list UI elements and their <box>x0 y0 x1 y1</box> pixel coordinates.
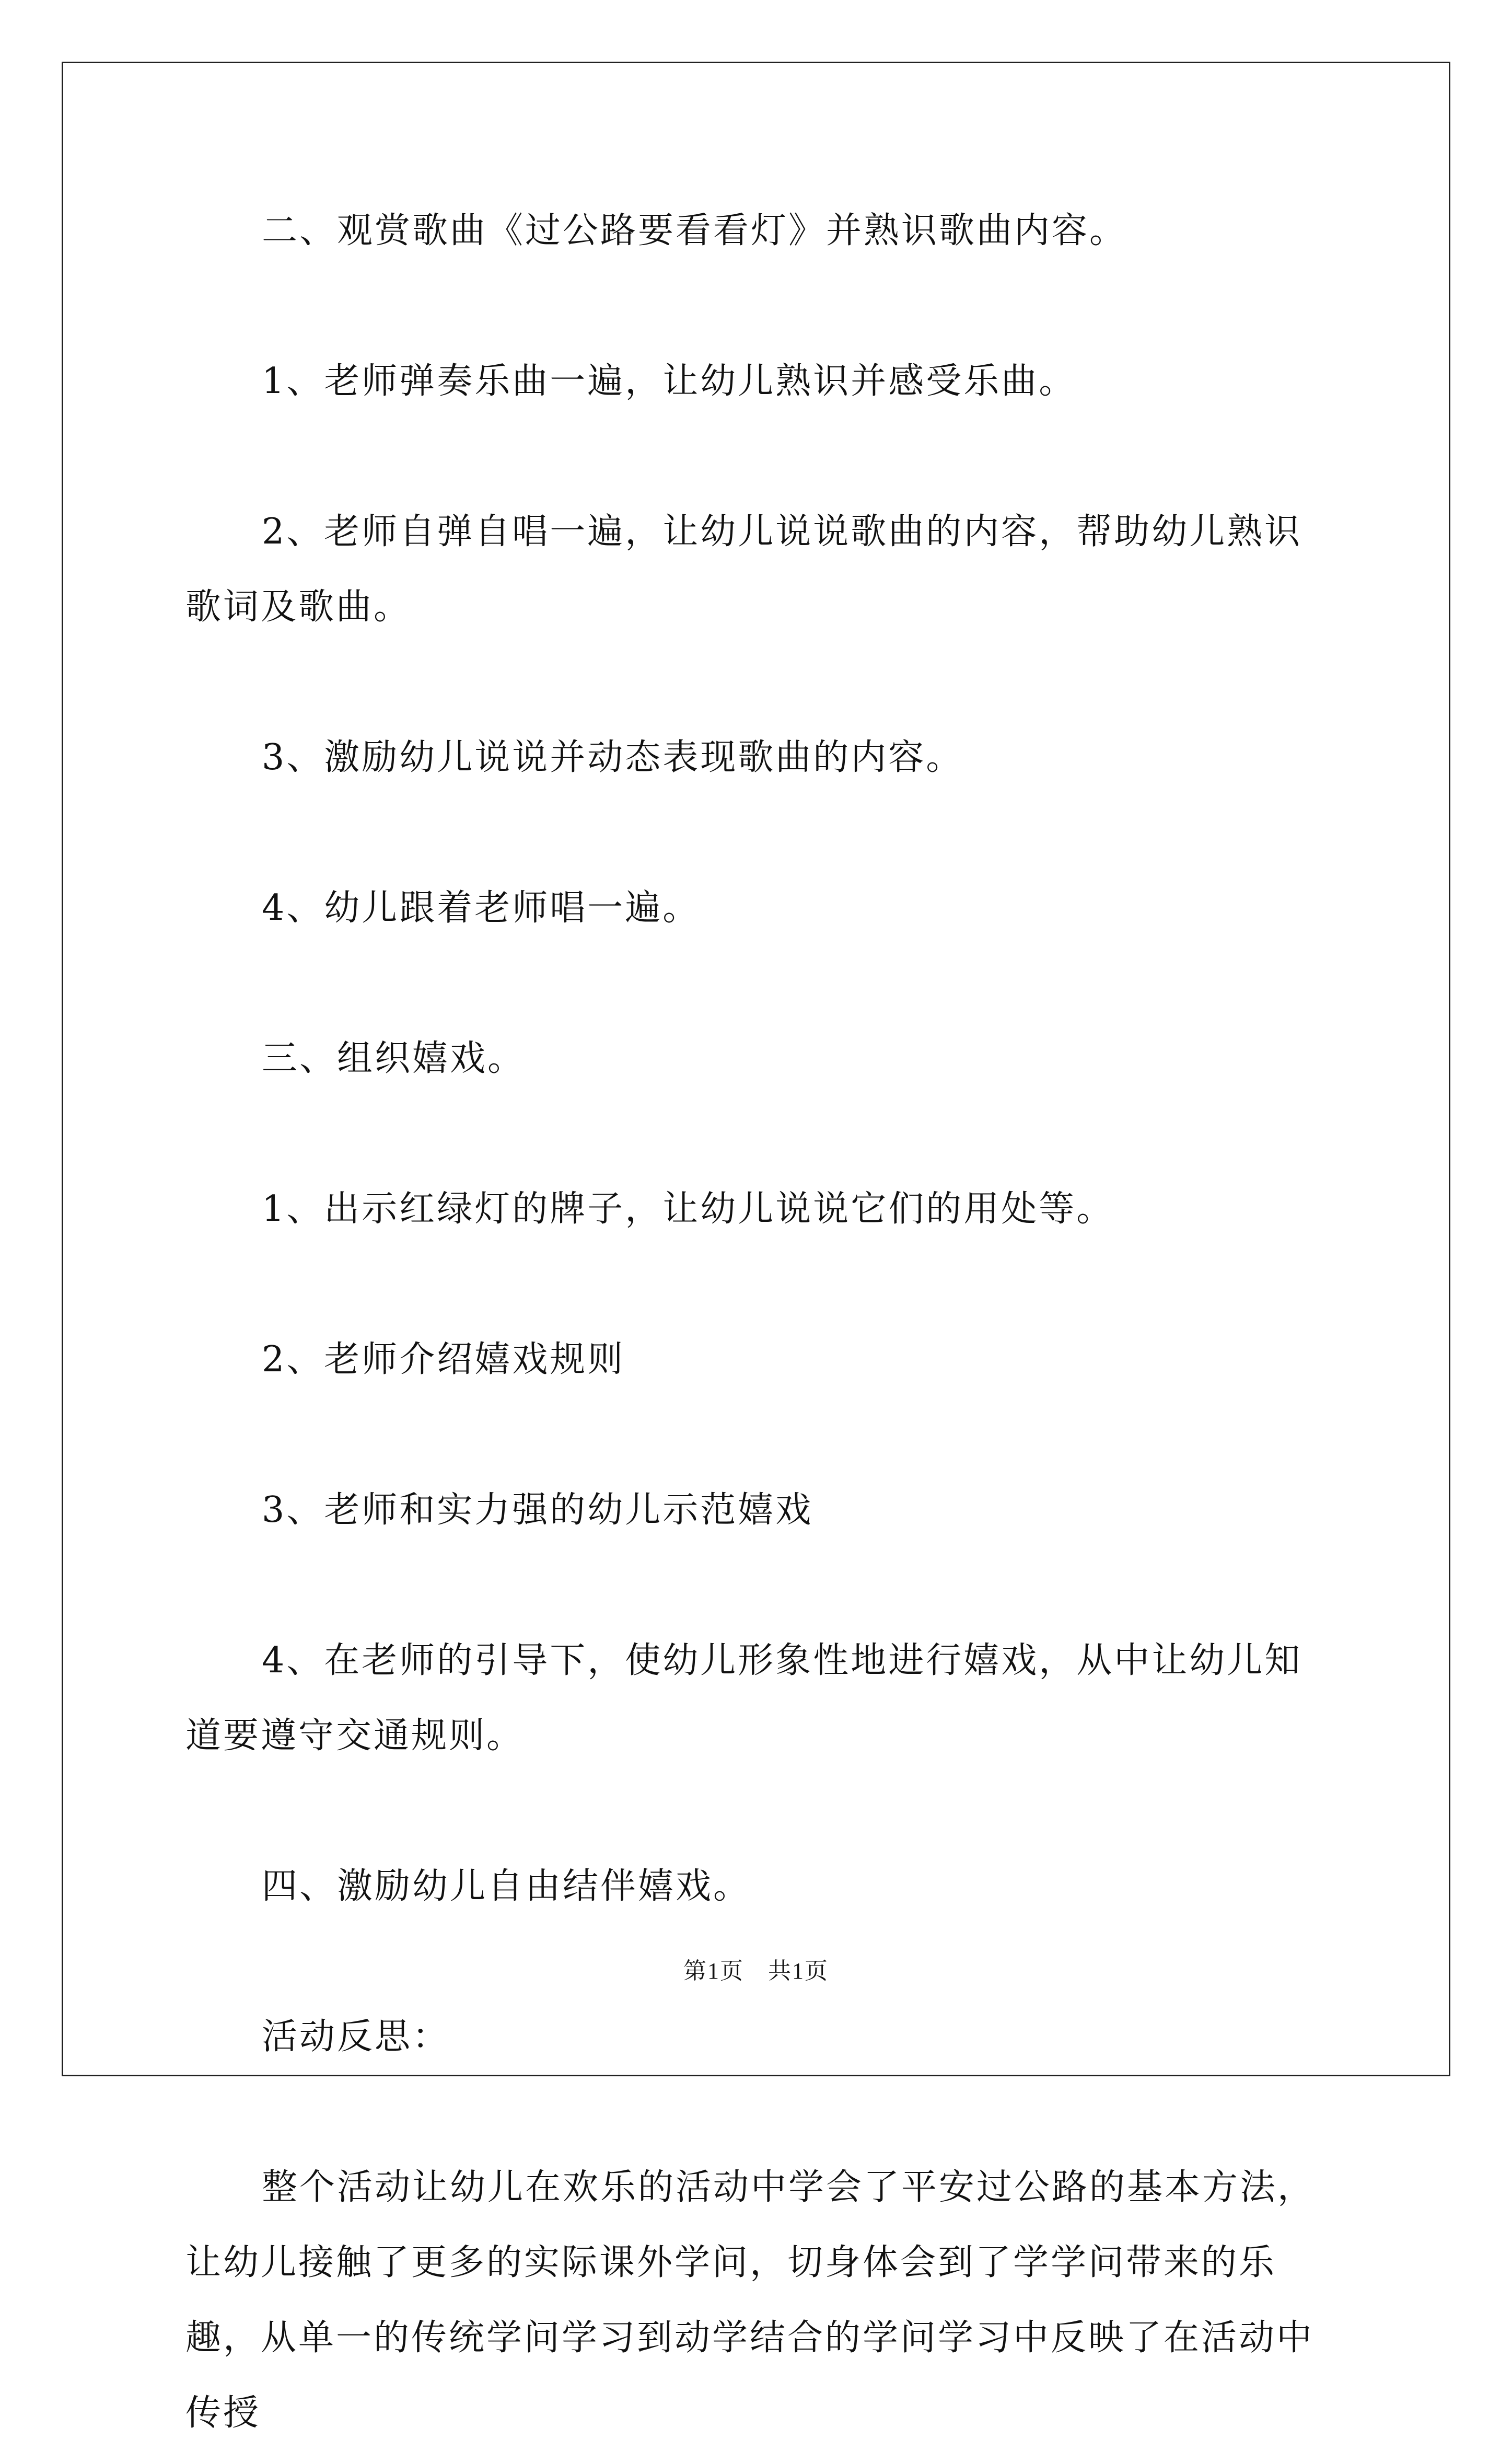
paragraph: 2、老师介绍嬉戏规则 <box>262 1339 625 1380</box>
page-total: 共1页 <box>768 1958 829 1984</box>
paragraph: 三、组织嬉戏。 <box>262 1038 526 1079</box>
paragraph: 3、老师和实力强的幼儿示范嬉戏 <box>262 1489 813 1531</box>
page-footer <box>0 1952 1512 1985</box>
paragraph: 1、出示红绿灯的牌子，让幼儿说说它们的用处等。 <box>262 1188 1114 1230</box>
paragraph: 1、老师弹奏乐曲一遍，让幼儿熟识并感受乐曲。 <box>262 361 1077 402</box>
document-body <box>185 193 1335 2451</box>
paragraph: 4、在老师的引导下，使幼儿形象性地进行嬉戏，从中让幼儿知道要遵守交通规则。 <box>185 1640 1302 1756</box>
paragraph: 整个活动让幼儿在欢乐的活动中学会了平安过公路的基本方法，让幼儿接触了更多的实际课外学问，切身体会到了学学问带来的乐趣，从单一的传统学问学习到动学结合的学问学习中反映了在活动中传授 <box>185 2167 1316 2434</box>
paragraph: 活动反思： <box>262 2016 450 2057</box>
paragraph: 二、观赏歌曲《过公路要看看灯》并熟识歌曲内容。 <box>262 210 1127 251</box>
paragraph: 2、老师自弹自唱一遍，让幼儿说说歌曲的内容，帮助幼儿熟识歌词及歌曲。 <box>185 511 1302 628</box>
paragraph: 四、激励幼儿自由结伴嬉戏。 <box>262 1866 751 1907</box>
paragraph: 3、激励幼儿说说并动态表现歌曲的内容。 <box>262 737 964 778</box>
page-number: 第1页 <box>683 1958 744 1984</box>
paragraph: 4、幼儿跟着老师唱一遍。 <box>262 887 701 929</box>
